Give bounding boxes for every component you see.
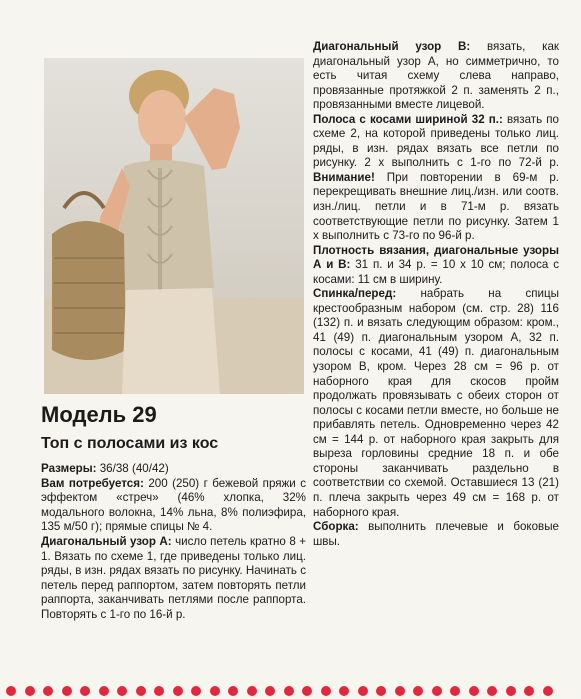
red-dot [247,686,257,696]
cable-stripe-paragraph [313,113,559,244]
red-dot [450,686,460,696]
model-subtitle: Топ с полосами из кос [41,435,219,452]
red-dot [506,686,516,696]
back-front-body: набрать на спицы крестообразным набором (см. стр. 28) 116 (132) п. и вязать следующим образом: кром., 41 (49) п. диагональным узором А, 32 п. полосы с косами, 41 (49) п. диагональным узором В, кром. Через 28 см = 96 р. от наборного края для скосов пройм продолжать провязывать с обеих сторон от полосы с косами петли вместе, но больше не прибавлять петель. Одновременно через 42 см = 144 р. от наборного края закрыть для выреза горловины средние 18 п. и обе стороны заканчивать раздельно в соответствии со схемой. Оставшиеся 13 (21) п. плеча закрыть через 49 см = 168 р. от наборного края. [313,287,559,519]
red-dot [25,686,35,696]
red-dot [99,686,109,696]
materials-paragraph [41,477,306,535]
model-title: Модель 29 [41,402,157,427]
back-front-paragraph [313,287,559,520]
pattern-a-heading: Диагональный узор А: [41,534,172,548]
red-dot [432,686,442,696]
left-column [41,402,306,623]
red-dot [321,686,331,696]
red-dot [43,686,53,696]
assembly-body: выполнить плечевые и боковые швы. [313,520,559,548]
assembly-heading: Сборка: [313,520,359,534]
red-dot [284,686,294,696]
cable-stripe-heading: Полоса с косами шириной 32 п.: [313,112,503,126]
right-column [313,40,559,549]
red-dot [62,686,72,696]
red-dot [543,686,553,696]
materials-body: 200 (250) г бежевой пряжи с эффектом «стреч» (46% хлопка, 32% модального волокна, 14% льна, 8% полиэфира, 135 м/50 г); прямые спицы № 4. [41,476,307,534]
red-dot [469,686,479,696]
sizes-paragraph [41,462,306,477]
pattern-b-heading: Диагональный узор В: [313,40,471,53]
red-dot [487,686,497,696]
red-dot [395,686,405,696]
red-dot [173,686,183,696]
red-dot [376,686,386,696]
attention-body: При повторении в 69-м р. перекрещивать внешние лиц./изн. или соотв. изн./лиц. петли и в 71-м р. вязать соответствующие петли по рисунку. Затем 1 х выполнить с 73-го по 96-й р. [313,170,559,243]
materials-heading: Вам потребуется: [41,476,144,490]
red-dot [80,686,90,696]
red-dot [154,686,164,696]
decorative-dot-row [0,680,581,699]
red-dot [191,686,201,696]
red-dot [413,686,423,696]
red-dot [358,686,368,696]
sizes-body: 36/38 (40/42) [96,462,169,475]
red-dot [136,686,146,696]
attention-heading: Внимание! [313,170,375,184]
gauge-paragraph [313,244,559,288]
red-dot [228,686,238,696]
pattern-a-paragraph [41,535,306,623]
red-dot [265,686,275,696]
gauge-body: 31 п. и 34 р. = 10 х 10 см; полоса с косами: 11 см в ширину. [313,258,559,286]
red-dot [210,686,220,696]
pattern-a-body: число петель кратно 8 + 1. Вязать по схеме 1, где приведены только лиц. ряды, в изн. рядах вязать по рисунку. Начинать с петель перед раппортом, затем повторять петли раппорта, заканчивать петлями после раппорта. Повторять с 1-го по 16-й р. [41,534,306,621]
model-photo [44,58,304,394]
red-dot [524,686,534,696]
gauge-heading: Плотность вязания, диагональные узоры А и В: [313,243,559,272]
red-dot [302,686,312,696]
red-dot [6,686,16,696]
assembly-paragraph [313,520,559,549]
cable-stripe-body: вязать по схеме 2, на которой приведены только лиц. ряды, в изн. рядах вязать все петли по рисунку. 2 х выполнить с 1-го по 72-й р. [313,112,559,170]
sizes-heading: Размеры: [41,462,97,475]
pattern-b-body: вязать, как диагональный узор А, но симметрично, то есть читая схему слева направо, провязанные протяжкой 2 п. заменять 2 п., провязанными вместе лицевой. [313,40,559,112]
pattern-b-paragraph [313,40,559,113]
red-dot [117,686,127,696]
red-dot [339,686,349,696]
back-front-heading: Спинка/перед: [313,287,397,301]
